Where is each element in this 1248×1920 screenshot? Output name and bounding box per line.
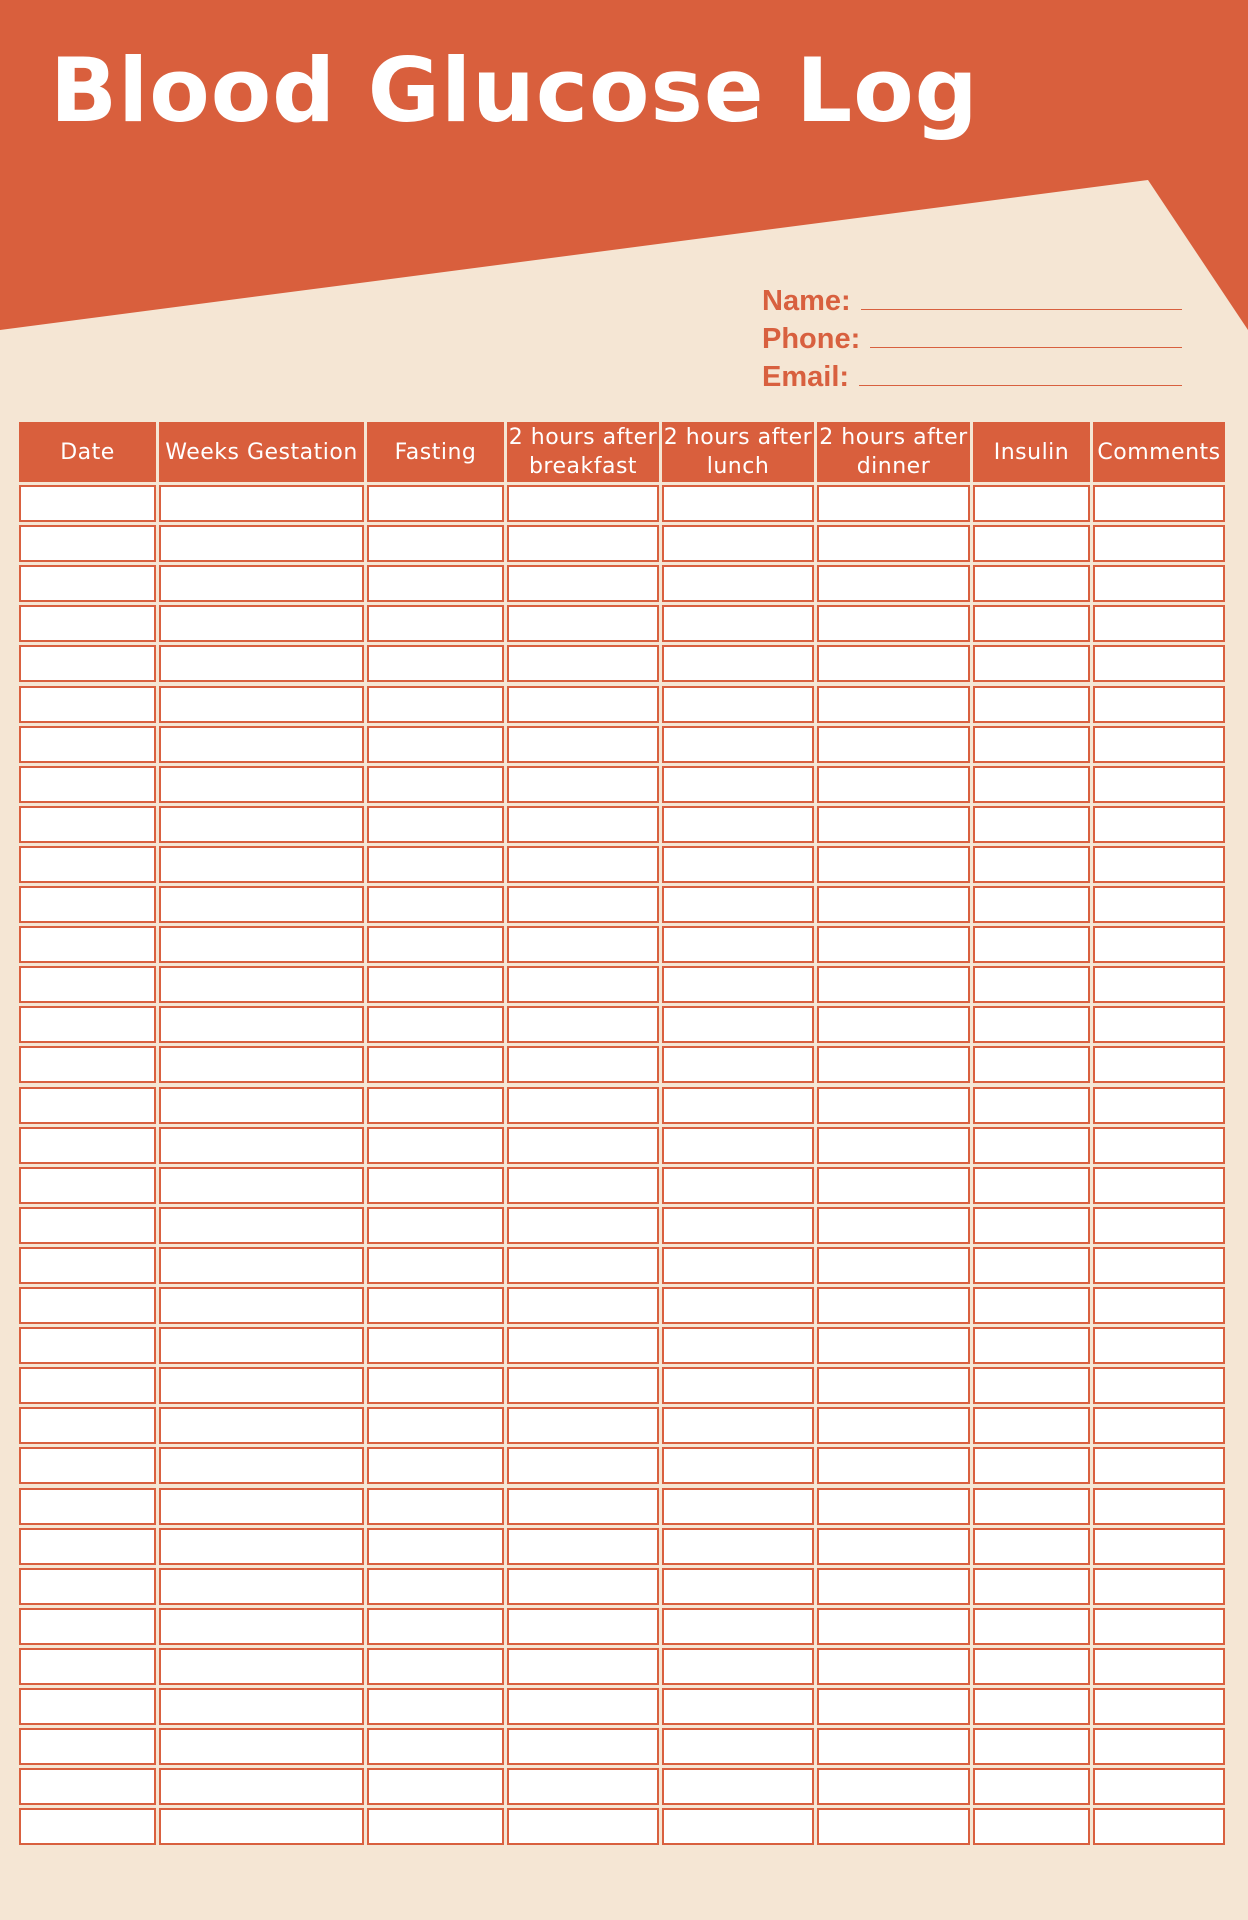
table-cell[interactable] (973, 1608, 1090, 1645)
table-cell[interactable] (507, 966, 659, 1003)
table-cell[interactable] (367, 645, 504, 682)
table-cell[interactable] (19, 1608, 156, 1645)
table-cell[interactable] (973, 1006, 1090, 1043)
table-cell[interactable] (159, 1568, 364, 1605)
table-cell[interactable] (507, 645, 659, 682)
table-cell[interactable] (662, 1768, 814, 1805)
table-cell[interactable] (367, 966, 504, 1003)
table-cell[interactable] (973, 1648, 1090, 1685)
table-cell[interactable] (367, 1768, 504, 1805)
table-cell[interactable] (662, 1568, 814, 1605)
table-cell[interactable] (973, 1087, 1090, 1124)
table-cell[interactable] (19, 886, 156, 923)
table-cell[interactable] (19, 525, 156, 562)
table-cell[interactable] (159, 1287, 364, 1324)
table-cell[interactable] (367, 1728, 504, 1765)
table-cell[interactable] (367, 1287, 504, 1324)
table-cell[interactable] (973, 1367, 1090, 1404)
table-cell[interactable] (367, 1528, 504, 1565)
table-cell[interactable] (662, 886, 814, 923)
table-cell[interactable] (507, 1528, 659, 1565)
table-cell[interactable] (817, 1127, 970, 1164)
table-cell[interactable] (1093, 1327, 1225, 1364)
table-cell[interactable] (973, 806, 1090, 843)
table-cell[interactable] (367, 565, 504, 602)
table-cell[interactable] (1093, 686, 1225, 723)
name-label: Name: (762, 285, 851, 317)
table-cell[interactable] (662, 605, 814, 642)
table-cell[interactable] (1093, 1367, 1225, 1404)
table-cell[interactable] (1093, 806, 1225, 843)
table-cell[interactable] (1093, 1808, 1225, 1845)
table-cell[interactable] (159, 686, 364, 723)
table-cell[interactable] (973, 1167, 1090, 1204)
table-cell[interactable] (159, 1327, 364, 1364)
email-label: Email: (762, 361, 850, 393)
table-cell[interactable] (367, 525, 504, 562)
table-cell[interactable] (662, 766, 814, 803)
table-cell[interactable] (507, 886, 659, 923)
table-cell[interactable] (507, 1688, 659, 1725)
table-cell[interactable] (19, 1247, 156, 1284)
table-cell[interactable] (1093, 1608, 1225, 1645)
table-cell[interactable] (662, 1046, 814, 1083)
table-cell[interactable] (662, 846, 814, 883)
column-header: 2 hours after dinner (817, 422, 970, 482)
table-cell[interactable] (1093, 1207, 1225, 1244)
table-cell[interactable] (817, 1488, 970, 1525)
table-cell[interactable] (973, 1327, 1090, 1364)
table-cell[interactable] (159, 1608, 364, 1645)
table-cell[interactable] (662, 1006, 814, 1043)
table-cell[interactable] (367, 1046, 504, 1083)
table-cell[interactable] (817, 1006, 970, 1043)
table-cell[interactable] (973, 926, 1090, 963)
table-cell[interactable] (817, 966, 970, 1003)
table-cell[interactable] (159, 1046, 364, 1083)
table-cell[interactable] (507, 1207, 659, 1244)
table-cell[interactable] (817, 1367, 970, 1404)
table-cell[interactable] (507, 1087, 659, 1124)
table-cell[interactable] (19, 605, 156, 642)
table-cell[interactable] (19, 1808, 156, 1845)
table-cell[interactable] (973, 846, 1090, 883)
table-cell[interactable] (159, 1728, 364, 1765)
table-cell[interactable] (973, 1447, 1090, 1484)
table-cell[interactable] (817, 1728, 970, 1765)
table-cell[interactable] (19, 806, 156, 843)
table-cell[interactable] (159, 1006, 364, 1043)
table-cell[interactable] (817, 605, 970, 642)
table-cell[interactable] (973, 645, 1090, 682)
table-cell[interactable] (159, 1247, 364, 1284)
table-cell[interactable] (662, 485, 814, 522)
table-cell[interactable] (367, 1327, 504, 1364)
table-cell[interactable] (662, 565, 814, 602)
table-cell[interactable] (662, 1688, 814, 1725)
table-cell[interactable] (973, 726, 1090, 763)
table-cell[interactable] (973, 1046, 1090, 1083)
table-cell[interactable] (1093, 966, 1225, 1003)
table-cell[interactable] (973, 1247, 1090, 1284)
table-cell[interactable] (662, 1808, 814, 1845)
table-cell[interactable] (662, 1367, 814, 1404)
table-cell[interactable] (817, 926, 970, 963)
table-cell[interactable] (973, 1287, 1090, 1324)
table-cell[interactable] (507, 726, 659, 763)
table-cell[interactable] (19, 1568, 156, 1605)
table-cell[interactable] (367, 1087, 504, 1124)
table-cell[interactable] (19, 966, 156, 1003)
table-cell[interactable] (507, 1046, 659, 1083)
table-cell[interactable] (973, 1768, 1090, 1805)
table-cell[interactable] (662, 1127, 814, 1164)
table-cell[interactable] (159, 645, 364, 682)
table-cell[interactable] (662, 1327, 814, 1364)
table-cell[interactable] (507, 1006, 659, 1043)
table-cell[interactable] (817, 886, 970, 923)
table-cell[interactable] (159, 1087, 364, 1124)
table-cell[interactable] (662, 1167, 814, 1204)
table-cell[interactable] (507, 525, 659, 562)
table-cell[interactable] (367, 1608, 504, 1645)
table-cell[interactable] (19, 1127, 156, 1164)
table-cell[interactable] (1093, 846, 1225, 883)
table-cell[interactable] (1093, 1568, 1225, 1605)
table-cell[interactable] (973, 766, 1090, 803)
table-cell[interactable] (973, 1528, 1090, 1565)
page-title: Blood Glucose Log (50, 39, 979, 142)
table-cell[interactable] (662, 726, 814, 763)
table-cell[interactable] (1093, 1167, 1225, 1204)
table-cell[interactable] (507, 1728, 659, 1765)
table-cell[interactable] (507, 1608, 659, 1645)
table-cell[interactable] (662, 1447, 814, 1484)
column-header: 2 hours after lunch (662, 422, 814, 482)
table-cell[interactable] (367, 806, 504, 843)
table-cell[interactable] (367, 1367, 504, 1404)
table-cell[interactable] (507, 1247, 659, 1284)
table-cell[interactable] (507, 1167, 659, 1204)
table-cell[interactable] (159, 1528, 364, 1565)
table-cell[interactable] (367, 1488, 504, 1525)
table-cell[interactable] (19, 1367, 156, 1404)
table-cell[interactable] (817, 726, 970, 763)
table-cell[interactable] (973, 1488, 1090, 1525)
table-cell[interactable] (159, 726, 364, 763)
table-cell[interactable] (1093, 1087, 1225, 1124)
table-cell[interactable] (159, 1407, 364, 1444)
table-cell[interactable] (1093, 1648, 1225, 1685)
table-cell[interactable] (507, 1447, 659, 1484)
table-cell[interactable] (507, 1287, 659, 1324)
table-cell[interactable] (1093, 1407, 1225, 1444)
table-cell[interactable] (817, 686, 970, 723)
table-cell[interactable] (367, 886, 504, 923)
table-cell[interactable] (507, 1488, 659, 1525)
table-cell[interactable] (507, 1327, 659, 1364)
table-cell[interactable] (19, 1528, 156, 1565)
table-cell[interactable] (19, 1407, 156, 1444)
table-cell[interactable] (159, 886, 364, 923)
table-cell[interactable] (19, 1768, 156, 1805)
table-cell[interactable] (817, 645, 970, 682)
table-cell[interactable] (19, 565, 156, 602)
table-cell[interactable] (159, 1688, 364, 1725)
table-cell[interactable] (367, 926, 504, 963)
table-cell[interactable] (1093, 1006, 1225, 1043)
column-header: Weeks Gestation (159, 422, 364, 482)
table-cell[interactable] (159, 1808, 364, 1845)
table-cell[interactable] (367, 1568, 504, 1605)
table-cell[interactable] (159, 846, 364, 883)
table-cell[interactable] (817, 1648, 970, 1685)
table-cell[interactable] (159, 1488, 364, 1525)
table-cell[interactable] (159, 806, 364, 843)
table-cell[interactable] (662, 1608, 814, 1645)
table-cell[interactable] (973, 1728, 1090, 1765)
table-cell[interactable] (973, 605, 1090, 642)
table-cell[interactable] (367, 1808, 504, 1845)
column-header: Fasting (367, 422, 504, 482)
table-cell[interactable] (507, 565, 659, 602)
table-cell[interactable] (817, 485, 970, 522)
table-cell[interactable] (817, 766, 970, 803)
table-cell[interactable] (507, 926, 659, 963)
table-cell[interactable] (19, 1006, 156, 1043)
table-cell[interactable] (507, 1367, 659, 1404)
table-cell[interactable] (662, 645, 814, 682)
table-cell[interactable] (159, 1167, 364, 1204)
table-cell[interactable] (817, 1528, 970, 1565)
table-cell[interactable] (367, 686, 504, 723)
table-cell[interactable] (817, 1327, 970, 1364)
table-cell[interactable] (1093, 565, 1225, 602)
table-cell[interactable] (1093, 766, 1225, 803)
table-cell[interactable] (1093, 726, 1225, 763)
table-cell[interactable] (507, 485, 659, 522)
table-cell[interactable] (19, 1688, 156, 1725)
table-cell[interactable] (817, 1768, 970, 1805)
table-cell[interactable] (817, 846, 970, 883)
column-header: 2 hours after breakfast (507, 422, 659, 482)
table-cell[interactable] (973, 1407, 1090, 1444)
table-cell[interactable] (973, 1688, 1090, 1725)
table-cell[interactable] (1093, 886, 1225, 923)
table-cell[interactable] (367, 1006, 504, 1043)
table-cell[interactable] (662, 686, 814, 723)
table-cell[interactable] (817, 1568, 970, 1605)
table-cell[interactable] (1093, 1046, 1225, 1083)
table-cell[interactable] (662, 1247, 814, 1284)
table-cell[interactable] (662, 966, 814, 1003)
table-cell[interactable] (507, 1127, 659, 1164)
table-cell[interactable] (367, 485, 504, 522)
column-header: Date (19, 422, 156, 482)
table-cell[interactable] (1093, 525, 1225, 562)
column-header: Insulin (973, 422, 1090, 482)
table-cell[interactable] (1093, 1488, 1225, 1525)
table-cell[interactable] (367, 846, 504, 883)
table-cell[interactable] (507, 605, 659, 642)
table-cell[interactable] (367, 766, 504, 803)
table-cell[interactable] (1093, 1447, 1225, 1484)
table-cell[interactable] (367, 1447, 504, 1484)
table-cell[interactable] (19, 726, 156, 763)
table-cell[interactable] (662, 926, 814, 963)
table-cell[interactable] (1093, 1768, 1225, 1805)
table-cell[interactable] (817, 1688, 970, 1725)
table-cell[interactable] (367, 1167, 504, 1204)
table-cell[interactable] (817, 1407, 970, 1444)
table-cell[interactable] (507, 1808, 659, 1845)
table-cell[interactable] (1093, 1247, 1225, 1284)
table-cell[interactable] (19, 1728, 156, 1765)
table-cell[interactable] (367, 1407, 504, 1444)
table-cell[interactable] (19, 1287, 156, 1324)
table-cell[interactable] (367, 1688, 504, 1725)
table-cell[interactable] (159, 1207, 364, 1244)
table-cell[interactable] (507, 766, 659, 803)
table-cell[interactable] (817, 1207, 970, 1244)
table-cell[interactable] (159, 1127, 364, 1164)
table-cell[interactable] (817, 806, 970, 843)
table-cell[interactable] (19, 1167, 156, 1204)
table-cell[interactable] (817, 565, 970, 602)
table-cell[interactable] (1093, 926, 1225, 963)
table-cell[interactable] (973, 1207, 1090, 1244)
table-cell[interactable] (19, 645, 156, 682)
table-cell[interactable] (973, 525, 1090, 562)
table-cell[interactable] (1093, 1287, 1225, 1324)
table-cell[interactable] (817, 1608, 970, 1645)
table-cell[interactable] (662, 1488, 814, 1525)
table-cell[interactable] (159, 1768, 364, 1805)
table-cell[interactable] (367, 1247, 504, 1284)
table-cell[interactable] (19, 1488, 156, 1525)
table-cell[interactable] (367, 605, 504, 642)
table-cell[interactable] (19, 1648, 156, 1685)
table-cell[interactable] (19, 686, 156, 723)
table-cell[interactable] (19, 926, 156, 963)
table-cell[interactable] (817, 1808, 970, 1845)
table-cell[interactable] (159, 1367, 364, 1404)
table-cell[interactable] (159, 565, 364, 602)
table-cell[interactable] (19, 1046, 156, 1083)
table-cell[interactable] (973, 485, 1090, 522)
table-cell[interactable] (662, 1528, 814, 1565)
phone-label: Phone: (762, 323, 861, 355)
table-cell[interactable] (973, 1808, 1090, 1845)
table-cell[interactable] (19, 766, 156, 803)
table-cell[interactable] (19, 1207, 156, 1244)
table-cell[interactable] (1093, 1728, 1225, 1765)
table-cell[interactable] (159, 525, 364, 562)
table-cell[interactable] (19, 1327, 156, 1364)
table-cell[interactable] (662, 1407, 814, 1444)
table-cell[interactable] (19, 1447, 156, 1484)
table-cell[interactable] (507, 806, 659, 843)
column-header: Comments (1093, 422, 1225, 482)
table-cell[interactable] (1093, 645, 1225, 682)
table-cell[interactable] (1093, 1688, 1225, 1725)
table-cell[interactable] (662, 1207, 814, 1244)
table-cell[interactable] (159, 1648, 364, 1685)
table-cell[interactable] (19, 485, 156, 522)
table-cell[interactable] (159, 485, 364, 522)
table-cell[interactable] (159, 605, 364, 642)
table-cell[interactable] (1093, 1127, 1225, 1164)
table-cell[interactable] (367, 726, 504, 763)
table-cell[interactable] (1093, 605, 1225, 642)
table-cell[interactable] (662, 1287, 814, 1324)
table-cell[interactable] (507, 846, 659, 883)
table-cell[interactable] (159, 926, 364, 963)
table-cell[interactable] (507, 1568, 659, 1605)
table-cell[interactable] (367, 1127, 504, 1164)
table-cell[interactable] (507, 1407, 659, 1444)
table-cell[interactable] (159, 966, 364, 1003)
table-cell[interactable] (662, 525, 814, 562)
table-cell[interactable] (817, 1046, 970, 1083)
table-cell[interactable] (817, 525, 970, 562)
table-cell[interactable] (662, 806, 814, 843)
table-cell[interactable] (367, 1207, 504, 1244)
table-cell[interactable] (507, 1768, 659, 1805)
table-cell[interactable] (19, 846, 156, 883)
table-cell[interactable] (159, 1447, 364, 1484)
table-cell[interactable] (662, 1648, 814, 1685)
table-cell[interactable] (973, 565, 1090, 602)
table-cell[interactable] (817, 1087, 970, 1124)
table-cell[interactable] (817, 1167, 970, 1204)
table-cell[interactable] (817, 1247, 970, 1284)
table-cell[interactable] (662, 1087, 814, 1124)
table-cell[interactable] (507, 686, 659, 723)
table-cell[interactable] (1093, 485, 1225, 522)
table-cell[interactable] (662, 1728, 814, 1765)
table-cell[interactable] (19, 1087, 156, 1124)
table-cell[interactable] (817, 1447, 970, 1484)
table-cell[interactable] (973, 1127, 1090, 1164)
table-cell[interactable] (159, 766, 364, 803)
table-cell[interactable] (973, 686, 1090, 723)
table-cell[interactable] (1093, 1528, 1225, 1565)
table-cell[interactable] (973, 886, 1090, 923)
table-cell[interactable] (507, 1648, 659, 1685)
table-cell[interactable] (367, 1648, 504, 1685)
table-cell[interactable] (973, 966, 1090, 1003)
table-cell[interactable] (973, 1568, 1090, 1605)
table-cell[interactable] (817, 1287, 970, 1324)
